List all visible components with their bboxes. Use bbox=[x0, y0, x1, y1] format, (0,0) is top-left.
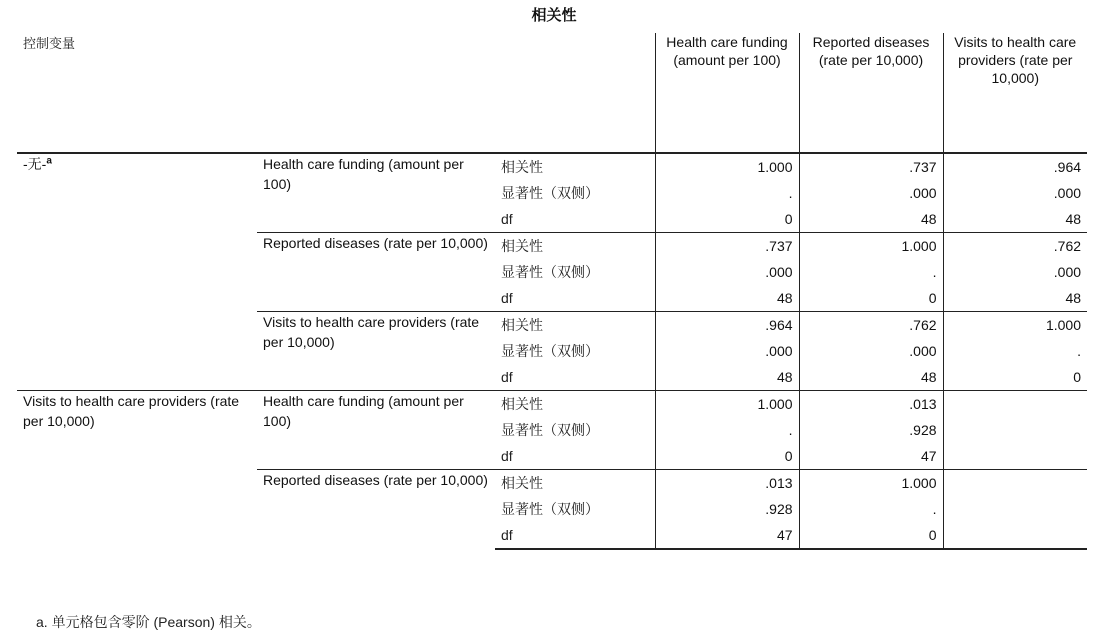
value-cell: 0 bbox=[655, 443, 799, 470]
row-variable-name: Visits to health care providers (rate per 10,000) bbox=[257, 312, 495, 391]
value-cell: 48 bbox=[799, 364, 943, 391]
statistic-label: 显著性（双侧） bbox=[501, 185, 599, 201]
footnote: a. 单元格包含零阶 (Pearson) 相关。 bbox=[36, 614, 261, 630]
value-cell: .964 bbox=[655, 312, 799, 339]
statistic-label: 相关性 bbox=[495, 470, 655, 497]
value-cell: . bbox=[655, 180, 799, 206]
value-cell bbox=[943, 522, 1087, 549]
control-variable-name: Visits to health care providers (rate per 10,000) bbox=[23, 393, 240, 429]
value-cell: .013 bbox=[655, 470, 799, 497]
table-title: 相关性 bbox=[531, 7, 577, 24]
control-variable-label: 控制变量 bbox=[23, 36, 76, 51]
statistic-label: 相关性 bbox=[495, 391, 655, 418]
statistic-label: 显著性（双侧） bbox=[501, 343, 599, 359]
value-cell: 48 bbox=[943, 206, 1087, 233]
value-cell: .013 bbox=[799, 391, 943, 418]
row-variable-name: Reported diseases (rate per 10,000) bbox=[257, 470, 495, 550]
value-cell: .000 bbox=[943, 259, 1087, 285]
value-cell: .737 bbox=[799, 153, 943, 180]
column-header-3: Visits to health care providers (rate per 10,000) bbox=[943, 33, 1087, 153]
value-cell: .762 bbox=[943, 233, 1087, 260]
value-cell: . bbox=[799, 259, 943, 285]
value-cell: .000 bbox=[943, 180, 1087, 206]
value-cell: 0 bbox=[799, 522, 943, 549]
value-cell: 0 bbox=[943, 364, 1087, 391]
value-cell bbox=[943, 391, 1087, 418]
value-cell bbox=[943, 417, 1087, 443]
value-cell: .762 bbox=[799, 312, 943, 339]
value-cell: . bbox=[943, 338, 1087, 364]
column-header-2: Reported diseases (rate per 10,000) bbox=[799, 33, 943, 153]
statistic-label: 相关性 bbox=[495, 233, 655, 260]
value-cell: .000 bbox=[799, 180, 943, 206]
value-cell: 0 bbox=[799, 285, 943, 312]
value-cell: 0 bbox=[655, 206, 799, 233]
value-cell: 1.000 bbox=[799, 233, 943, 260]
value-cell: 48 bbox=[655, 364, 799, 391]
value-cell: 1.000 bbox=[943, 312, 1087, 339]
header-row bbox=[17, 33, 1087, 153]
value-cell: .928 bbox=[799, 417, 943, 443]
control-variable-name: -无- bbox=[23, 156, 47, 172]
value-cell: . bbox=[655, 417, 799, 443]
value-cell: 1.000 bbox=[655, 153, 799, 180]
statistic-label: 显著性（双侧） bbox=[501, 264, 599, 280]
control-variable-cell bbox=[17, 153, 257, 391]
value-cell: . bbox=[799, 496, 943, 522]
value-cell: 47 bbox=[655, 522, 799, 549]
value-cell: .737 bbox=[655, 233, 799, 260]
statistic-label: 相关性 bbox=[495, 312, 655, 339]
statistic-label: df bbox=[495, 522, 655, 549]
row-variable-name: Reported diseases (rate per 10,000) bbox=[257, 233, 495, 312]
statistic-label: df bbox=[501, 369, 513, 385]
row-variable-name: Health care funding (amount per 100) bbox=[257, 391, 495, 470]
correlation-table bbox=[17, 33, 1087, 550]
control-variable-cell bbox=[17, 391, 257, 550]
statistic-label: 显著性（双侧） bbox=[501, 501, 599, 517]
value-cell: .964 bbox=[943, 153, 1087, 180]
table-row bbox=[17, 391, 1087, 418]
value-cell: 1.000 bbox=[655, 391, 799, 418]
statistic-label: df bbox=[501, 290, 513, 306]
value-cell: .000 bbox=[655, 338, 799, 364]
row-variable-name: Health care funding (amount per 100) bbox=[263, 156, 464, 192]
value-cell bbox=[943, 443, 1087, 470]
table-row bbox=[17, 153, 1087, 180]
value-cell bbox=[943, 470, 1087, 497]
value-cell: 47 bbox=[799, 443, 943, 470]
value-cell: 1.000 bbox=[799, 470, 943, 497]
statistic-label: df bbox=[501, 211, 513, 227]
value-cell: .000 bbox=[799, 338, 943, 364]
footnote-marker: a bbox=[46, 155, 52, 167]
value-cell: 48 bbox=[943, 285, 1087, 312]
statistic-label: 显著性（双侧） bbox=[501, 422, 599, 438]
value-cell: .928 bbox=[655, 496, 799, 522]
value-cell: 48 bbox=[799, 206, 943, 233]
statistic-label: 相关性 bbox=[501, 159, 543, 175]
value-cell bbox=[943, 496, 1087, 522]
control-variable-header bbox=[17, 33, 655, 153]
value-cell: .000 bbox=[655, 259, 799, 285]
column-header-1: Health care funding (amount per 100) bbox=[655, 33, 799, 153]
value-cell: 48 bbox=[655, 285, 799, 312]
statistic-label: df bbox=[501, 448, 513, 464]
